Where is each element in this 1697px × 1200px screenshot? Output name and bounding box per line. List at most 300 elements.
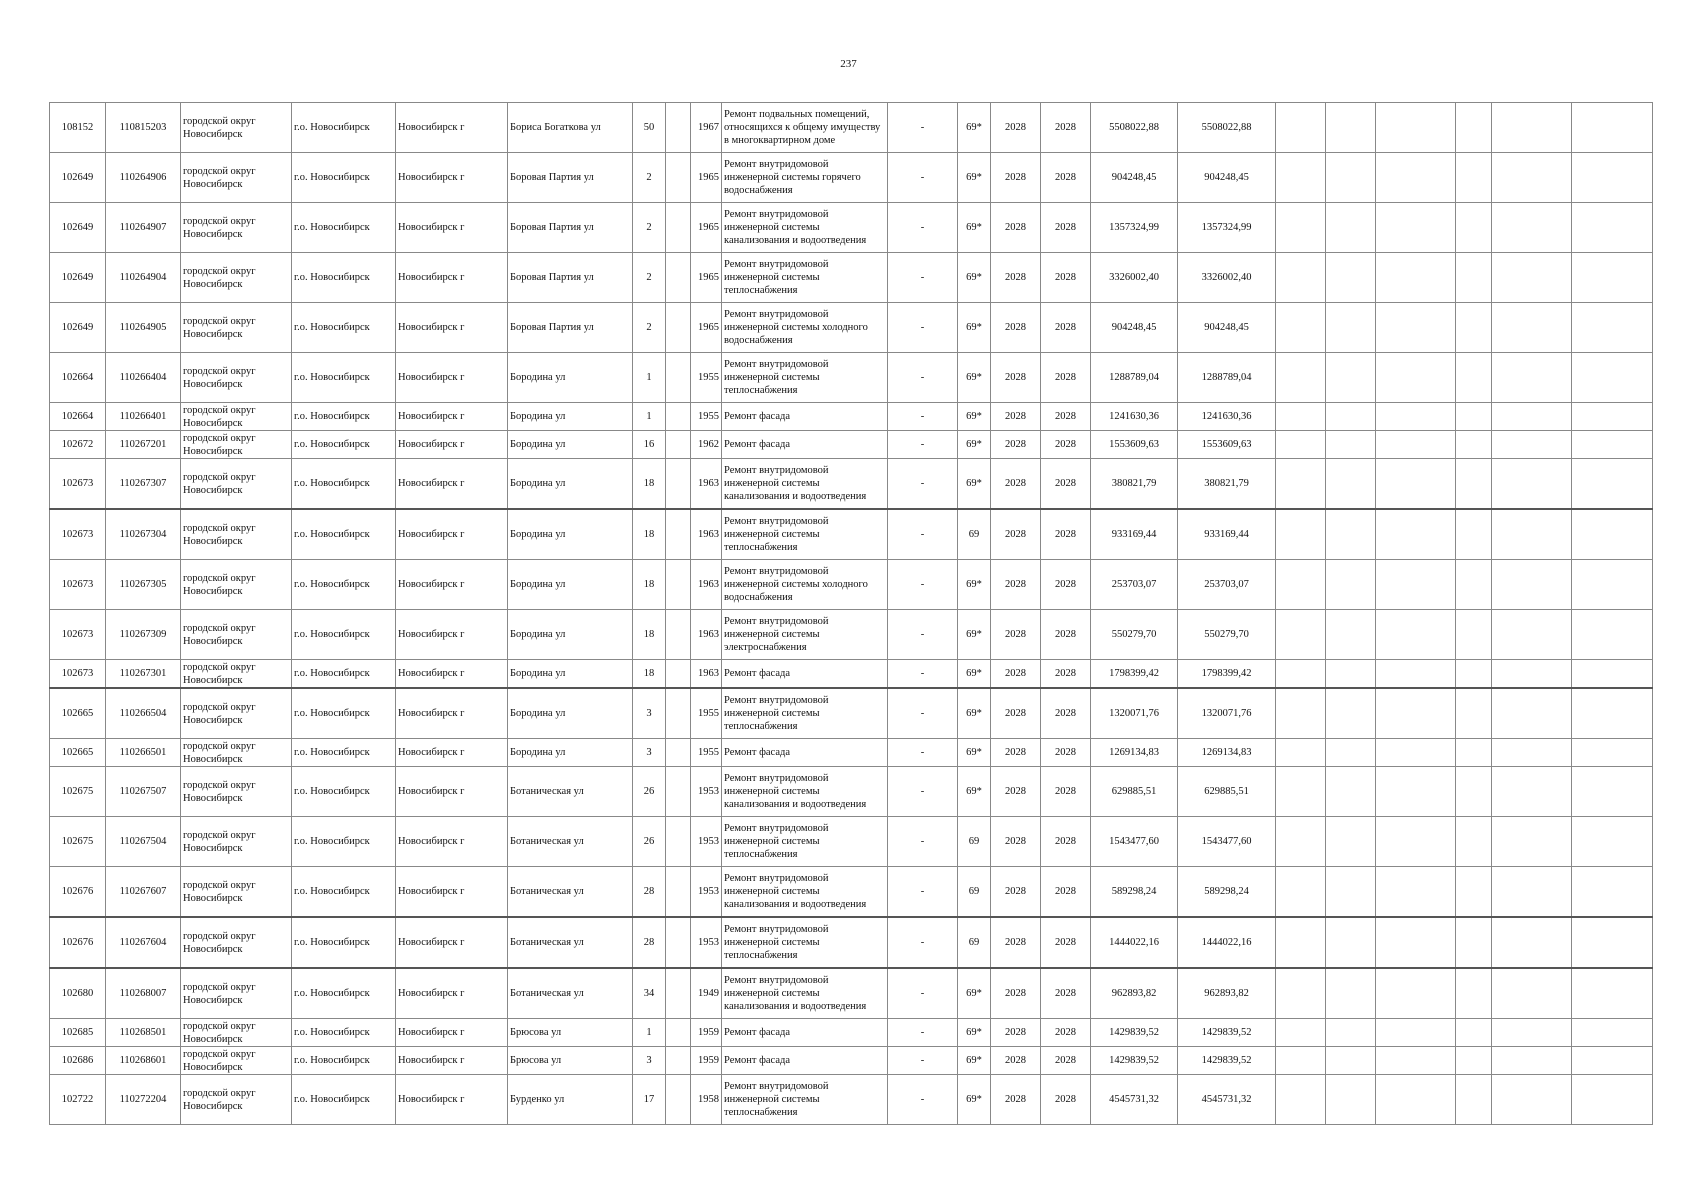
municipality-cell: г.о. Новосибирск xyxy=(292,660,396,689)
street-cell: Бурденко ул xyxy=(508,1075,633,1125)
empty-cell xyxy=(1276,610,1326,660)
construction-year-cell: 1967 xyxy=(691,103,722,153)
work-id-cell: 110264904 xyxy=(106,253,181,303)
empty-cell xyxy=(1456,509,1492,560)
building-cell xyxy=(666,560,691,610)
house-number-cell: 18 xyxy=(633,660,666,689)
table-row xyxy=(50,968,1653,1019)
plan-year-cell: 2028 xyxy=(991,103,1041,153)
total-cost-cell: 629885,51 xyxy=(1178,767,1276,817)
district-cell: городской округ Новосибирск xyxy=(181,153,292,203)
work-id-cell: 110264907 xyxy=(106,203,181,253)
fact-year-cell: 2028 xyxy=(1041,739,1091,767)
norm-cell: 69* xyxy=(958,403,991,431)
house-id-cell: 102664 xyxy=(50,353,106,403)
cost-cell: 1553609,63 xyxy=(1091,431,1178,459)
cost-cell: 5508022,88 xyxy=(1091,103,1178,153)
empty-mark-cell: - xyxy=(888,509,958,560)
empty-mark-cell: - xyxy=(888,817,958,867)
house-id-cell: 102672 xyxy=(50,431,106,459)
district-cell: городской округ Новосибирск xyxy=(181,1019,292,1047)
table-row xyxy=(50,203,1653,253)
street-cell: Ботаническая ул xyxy=(508,968,633,1019)
table-row xyxy=(50,688,1653,739)
cost-cell: 253703,07 xyxy=(1091,560,1178,610)
house-number-cell: 28 xyxy=(633,867,666,918)
work-id-cell: 110267307 xyxy=(106,459,181,510)
empty-cell xyxy=(1326,1047,1376,1075)
construction-year-cell: 1963 xyxy=(691,560,722,610)
house-id-cell: 102675 xyxy=(50,817,106,867)
empty-cell xyxy=(1326,610,1376,660)
municipality-cell: г.о. Новосибирск xyxy=(292,431,396,459)
work-type-cell: Ремонт внутридомовой инженерной системы теплоснабжения xyxy=(722,253,888,303)
empty-mark-cell: - xyxy=(888,917,958,968)
empty-cell xyxy=(1492,688,1572,739)
empty-mark-cell: - xyxy=(888,660,958,689)
house-number-cell: 2 xyxy=(633,153,666,203)
cost-cell: 629885,51 xyxy=(1091,767,1178,817)
empty-cell xyxy=(1492,203,1572,253)
table-row xyxy=(50,1047,1653,1075)
empty-cell xyxy=(1492,303,1572,353)
plan-year-cell: 2028 xyxy=(991,1019,1041,1047)
municipality-cell: г.о. Новосибирск xyxy=(292,353,396,403)
empty-cell xyxy=(1456,688,1492,739)
empty-cell xyxy=(1376,103,1456,153)
empty-cell xyxy=(1326,917,1376,968)
work-id-cell: 110267301 xyxy=(106,660,181,689)
street-cell: Бородина ул xyxy=(508,403,633,431)
empty-cell xyxy=(1492,459,1572,510)
table-body xyxy=(50,103,1653,1125)
house-number-cell: 3 xyxy=(633,1047,666,1075)
municipality-cell: г.о. Новосибирск xyxy=(292,153,396,203)
house-number-cell: 2 xyxy=(633,303,666,353)
municipality-cell: г.о. Новосибирск xyxy=(292,767,396,817)
total-cost-cell: 1357324,99 xyxy=(1178,203,1276,253)
norm-cell: 69 xyxy=(958,817,991,867)
empty-cell xyxy=(1456,103,1492,153)
city-cell: Новосибирск г xyxy=(396,660,508,689)
street-cell: Бородина ул xyxy=(508,739,633,767)
work-type-cell: Ремонт фасада xyxy=(722,1047,888,1075)
construction-year-cell: 1959 xyxy=(691,1019,722,1047)
empty-cell xyxy=(1572,817,1653,867)
norm-cell: 69* xyxy=(958,353,991,403)
building-cell xyxy=(666,917,691,968)
empty-cell xyxy=(1276,867,1326,918)
empty-cell xyxy=(1376,459,1456,510)
construction-year-cell: 1965 xyxy=(691,253,722,303)
empty-mark-cell: - xyxy=(888,1047,958,1075)
empty-cell xyxy=(1326,303,1376,353)
empty-cell xyxy=(1326,739,1376,767)
house-number-cell: 34 xyxy=(633,968,666,1019)
street-cell: Бородина ул xyxy=(508,688,633,739)
empty-cell xyxy=(1276,1047,1326,1075)
plan-year-cell: 2028 xyxy=(991,431,1041,459)
work-type-cell: Ремонт внутридомовой инженерной системы теплоснабжения xyxy=(722,353,888,403)
empty-mark-cell: - xyxy=(888,968,958,1019)
fact-year-cell: 2028 xyxy=(1041,688,1091,739)
norm-cell: 69 xyxy=(958,867,991,918)
empty-mark-cell: - xyxy=(888,353,958,403)
construction-year-cell: 1949 xyxy=(691,968,722,1019)
city-cell: Новосибирск г xyxy=(396,459,508,510)
district-cell: городской округ Новосибирск xyxy=(181,103,292,153)
plan-year-cell: 2028 xyxy=(991,459,1041,510)
empty-cell xyxy=(1376,1019,1456,1047)
work-type-cell: Ремонт внутридомовой инженерной системы теплоснабжения xyxy=(722,1075,888,1125)
cost-cell: 1444022,16 xyxy=(1091,917,1178,968)
city-cell: Новосибирск г xyxy=(396,353,508,403)
total-cost-cell: 1429839,52 xyxy=(1178,1047,1276,1075)
fact-year-cell: 2028 xyxy=(1041,203,1091,253)
street-cell: Брюсова ул xyxy=(508,1019,633,1047)
house-id-cell: 102665 xyxy=(50,688,106,739)
building-cell xyxy=(666,353,691,403)
building-cell xyxy=(666,253,691,303)
empty-cell xyxy=(1572,867,1653,918)
work-type-cell: Ремонт фасада xyxy=(722,403,888,431)
empty-mark-cell: - xyxy=(888,431,958,459)
building-cell xyxy=(666,968,691,1019)
work-type-cell: Ремонт внутридомовой инженерной системы канализования и водоотведения xyxy=(722,767,888,817)
work-id-cell: 110267504 xyxy=(106,817,181,867)
empty-cell xyxy=(1492,353,1572,403)
work-id-cell: 110268501 xyxy=(106,1019,181,1047)
fact-year-cell: 2028 xyxy=(1041,968,1091,1019)
empty-cell xyxy=(1456,660,1492,689)
table-row xyxy=(50,610,1653,660)
municipality-cell: г.о. Новосибирск xyxy=(292,459,396,510)
street-cell: Боровая Партия ул xyxy=(508,153,633,203)
cost-cell: 1429839,52 xyxy=(1091,1047,1178,1075)
work-type-cell: Ремонт фасада xyxy=(722,739,888,767)
street-cell: Бородина ул xyxy=(508,560,633,610)
work-id-cell: 110815203 xyxy=(106,103,181,153)
work-id-cell: 110267304 xyxy=(106,509,181,560)
district-cell: городской округ Новосибирск xyxy=(181,688,292,739)
fact-year-cell: 2028 xyxy=(1041,303,1091,353)
norm-cell: 69* xyxy=(958,610,991,660)
house-number-cell: 1 xyxy=(633,1019,666,1047)
empty-cell xyxy=(1456,867,1492,918)
work-id-cell: 110267604 xyxy=(106,917,181,968)
empty-cell xyxy=(1492,968,1572,1019)
work-type-cell: Ремонт внутридомовой инженерной системы теплоснабжения xyxy=(722,688,888,739)
work-id-cell: 110266504 xyxy=(106,688,181,739)
empty-cell xyxy=(1572,1075,1653,1125)
empty-cell xyxy=(1456,1019,1492,1047)
empty-cell xyxy=(1326,403,1376,431)
plan-year-cell: 2028 xyxy=(991,767,1041,817)
total-cost-cell: 933169,44 xyxy=(1178,509,1276,560)
municipality-cell: г.о. Новосибирск xyxy=(292,968,396,1019)
empty-cell xyxy=(1276,459,1326,510)
fact-year-cell: 2028 xyxy=(1041,431,1091,459)
empty-cell xyxy=(1376,917,1456,968)
empty-cell xyxy=(1572,560,1653,610)
plan-year-cell: 2028 xyxy=(991,1075,1041,1125)
empty-cell xyxy=(1456,253,1492,303)
empty-mark-cell: - xyxy=(888,153,958,203)
municipality-cell: г.о. Новосибирск xyxy=(292,1075,396,1125)
municipality-cell: г.о. Новосибирск xyxy=(292,403,396,431)
building-cell xyxy=(666,1075,691,1125)
construction-year-cell: 1959 xyxy=(691,1047,722,1075)
street-cell: Бородина ул xyxy=(508,459,633,510)
house-number-cell: 1 xyxy=(633,403,666,431)
building-cell xyxy=(666,688,691,739)
norm-cell: 69* xyxy=(958,303,991,353)
plan-year-cell: 2028 xyxy=(991,610,1041,660)
work-id-cell: 110267607 xyxy=(106,867,181,918)
plan-year-cell: 2028 xyxy=(991,817,1041,867)
page-number: 237 xyxy=(840,58,857,70)
cost-cell: 550279,70 xyxy=(1091,610,1178,660)
empty-cell xyxy=(1276,303,1326,353)
capital-repair-table xyxy=(49,102,1653,1125)
house-id-cell: 102649 xyxy=(50,153,106,203)
empty-cell xyxy=(1276,509,1326,560)
empty-mark-cell: - xyxy=(888,459,958,510)
empty-cell xyxy=(1572,688,1653,739)
district-cell: городской округ Новосибирск xyxy=(181,403,292,431)
building-cell xyxy=(666,459,691,510)
municipality-cell: г.о. Новосибирск xyxy=(292,253,396,303)
building-cell xyxy=(666,817,691,867)
empty-cell xyxy=(1326,660,1376,689)
fact-year-cell: 2028 xyxy=(1041,403,1091,431)
empty-cell xyxy=(1492,767,1572,817)
district-cell: городской округ Новосибирск xyxy=(181,1047,292,1075)
building-cell xyxy=(666,153,691,203)
empty-cell xyxy=(1326,867,1376,918)
building-cell xyxy=(666,203,691,253)
cost-cell: 904248,45 xyxy=(1091,303,1178,353)
empty-cell xyxy=(1276,688,1326,739)
empty-cell xyxy=(1492,103,1572,153)
district-cell: городской округ Новосибирск xyxy=(181,610,292,660)
construction-year-cell: 1953 xyxy=(691,817,722,867)
empty-cell xyxy=(1276,660,1326,689)
empty-cell xyxy=(1376,610,1456,660)
building-cell xyxy=(666,1019,691,1047)
construction-year-cell: 1955 xyxy=(691,739,722,767)
empty-cell xyxy=(1326,431,1376,459)
municipality-cell: г.о. Новосибирск xyxy=(292,509,396,560)
empty-cell xyxy=(1456,767,1492,817)
city-cell: Новосибирск г xyxy=(396,253,508,303)
city-cell: Новосибирск г xyxy=(396,1047,508,1075)
construction-year-cell: 1955 xyxy=(691,353,722,403)
fact-year-cell: 2028 xyxy=(1041,767,1091,817)
work-id-cell: 110267309 xyxy=(106,610,181,660)
plan-year-cell: 2028 xyxy=(991,203,1041,253)
city-cell: Новосибирск г xyxy=(396,767,508,817)
house-id-cell: 102673 xyxy=(50,660,106,689)
empty-cell xyxy=(1376,1075,1456,1125)
empty-mark-cell: - xyxy=(888,867,958,918)
table-row xyxy=(50,103,1653,153)
house-number-cell: 16 xyxy=(633,431,666,459)
empty-cell xyxy=(1572,459,1653,510)
work-type-cell: Ремонт внутридомовой инженерной системы канализования и водоотведения xyxy=(722,867,888,918)
fact-year-cell: 2028 xyxy=(1041,509,1091,560)
empty-cell xyxy=(1456,610,1492,660)
total-cost-cell: 904248,45 xyxy=(1178,153,1276,203)
empty-cell xyxy=(1456,917,1492,968)
empty-mark-cell: - xyxy=(888,253,958,303)
empty-cell xyxy=(1456,459,1492,510)
building-cell xyxy=(666,660,691,689)
empty-cell xyxy=(1456,403,1492,431)
plan-year-cell: 2028 xyxy=(991,688,1041,739)
total-cost-cell: 962893,82 xyxy=(1178,968,1276,1019)
street-cell: Боровая Партия ул xyxy=(508,303,633,353)
city-cell: Новосибирск г xyxy=(396,1075,508,1125)
plan-year-cell: 2028 xyxy=(991,917,1041,968)
building-cell xyxy=(666,303,691,353)
building-cell xyxy=(666,103,691,153)
construction-year-cell: 1965 xyxy=(691,203,722,253)
plan-year-cell: 2028 xyxy=(991,153,1041,203)
total-cost-cell: 380821,79 xyxy=(1178,459,1276,510)
empty-mark-cell: - xyxy=(888,767,958,817)
empty-cell xyxy=(1376,1047,1456,1075)
construction-year-cell: 1955 xyxy=(691,688,722,739)
empty-cell xyxy=(1376,253,1456,303)
district-cell: городской округ Новосибирск xyxy=(181,431,292,459)
empty-cell xyxy=(1572,153,1653,203)
empty-cell xyxy=(1376,153,1456,203)
district-cell: городской округ Новосибирск xyxy=(181,968,292,1019)
plan-year-cell: 2028 xyxy=(991,353,1041,403)
district-cell: городской округ Новосибирск xyxy=(181,353,292,403)
empty-cell xyxy=(1376,203,1456,253)
work-id-cell: 110267507 xyxy=(106,767,181,817)
empty-cell xyxy=(1572,1047,1653,1075)
house-number-cell: 3 xyxy=(633,688,666,739)
table-row xyxy=(50,560,1653,610)
city-cell: Новосибирск г xyxy=(396,560,508,610)
district-cell: городской округ Новосибирск xyxy=(181,253,292,303)
building-cell xyxy=(666,431,691,459)
city-cell: Новосибирск г xyxy=(396,103,508,153)
empty-cell xyxy=(1276,403,1326,431)
empty-cell xyxy=(1492,917,1572,968)
house-id-cell: 102676 xyxy=(50,917,106,968)
work-id-cell: 110266401 xyxy=(106,403,181,431)
norm-cell: 69* xyxy=(958,1047,991,1075)
empty-mark-cell: - xyxy=(888,1075,958,1125)
construction-year-cell: 1963 xyxy=(691,660,722,689)
work-type-cell: Ремонт внутридомовой инженерной системы канализования и водоотведения xyxy=(722,203,888,253)
house-id-cell: 108152 xyxy=(50,103,106,153)
empty-cell xyxy=(1276,968,1326,1019)
empty-cell xyxy=(1572,403,1653,431)
plan-year-cell: 2028 xyxy=(991,660,1041,689)
construction-year-cell: 1963 xyxy=(691,610,722,660)
norm-cell: 69* xyxy=(958,1075,991,1125)
cost-cell: 1357324,99 xyxy=(1091,203,1178,253)
cost-cell: 3326002,40 xyxy=(1091,253,1178,303)
empty-mark-cell: - xyxy=(888,739,958,767)
work-type-cell: Ремонт внутридомовой инженерной системы канализования и водоотведения xyxy=(722,459,888,510)
empty-cell xyxy=(1326,353,1376,403)
empty-cell xyxy=(1492,253,1572,303)
empty-cell xyxy=(1572,660,1653,689)
construction-year-cell: 1955 xyxy=(691,403,722,431)
work-id-cell: 110264905 xyxy=(106,303,181,353)
work-type-cell: Ремонт внутридомовой инженерной системы теплоснабжения xyxy=(722,917,888,968)
empty-cell xyxy=(1492,739,1572,767)
house-number-cell: 18 xyxy=(633,509,666,560)
municipality-cell: г.о. Новосибирск xyxy=(292,303,396,353)
street-cell: Бородина ул xyxy=(508,660,633,689)
construction-year-cell: 1962 xyxy=(691,431,722,459)
empty-cell xyxy=(1376,660,1456,689)
empty-cell xyxy=(1492,1075,1572,1125)
house-number-cell: 18 xyxy=(633,610,666,660)
work-id-cell: 110272204 xyxy=(106,1075,181,1125)
house-id-cell: 102665 xyxy=(50,739,106,767)
house-number-cell: 50 xyxy=(633,103,666,153)
total-cost-cell: 1798399,42 xyxy=(1178,660,1276,689)
house-number-cell: 2 xyxy=(633,203,666,253)
city-cell: Новосибирск г xyxy=(396,817,508,867)
empty-cell xyxy=(1376,968,1456,1019)
empty-cell xyxy=(1326,103,1376,153)
cost-cell: 1241630,36 xyxy=(1091,403,1178,431)
district-cell: городской округ Новосибирск xyxy=(181,459,292,510)
empty-mark-cell: - xyxy=(888,403,958,431)
street-cell: Ботаническая ул xyxy=(508,817,633,867)
table-row xyxy=(50,767,1653,817)
cost-cell: 904248,45 xyxy=(1091,153,1178,203)
building-cell xyxy=(666,509,691,560)
municipality-cell: г.о. Новосибирск xyxy=(292,739,396,767)
city-cell: Новосибирск г xyxy=(396,867,508,918)
total-cost-cell: 5508022,88 xyxy=(1178,103,1276,153)
house-id-cell: 102664 xyxy=(50,403,106,431)
norm-cell: 69* xyxy=(958,968,991,1019)
municipality-cell: г.о. Новосибирск xyxy=(292,203,396,253)
construction-year-cell: 1958 xyxy=(691,1075,722,1125)
empty-cell xyxy=(1276,817,1326,867)
empty-cell xyxy=(1376,403,1456,431)
house-number-cell: 18 xyxy=(633,560,666,610)
empty-cell xyxy=(1572,610,1653,660)
table-row xyxy=(50,353,1653,403)
table-row xyxy=(50,253,1653,303)
empty-cell xyxy=(1376,817,1456,867)
city-cell: Новосибирск г xyxy=(396,509,508,560)
house-id-cell: 102673 xyxy=(50,610,106,660)
cost-cell: 1543477,60 xyxy=(1091,817,1178,867)
empty-cell xyxy=(1456,817,1492,867)
work-id-cell: 110267305 xyxy=(106,560,181,610)
fact-year-cell: 2028 xyxy=(1041,610,1091,660)
empty-cell xyxy=(1456,560,1492,610)
district-cell: городской округ Новосибирск xyxy=(181,767,292,817)
empty-cell xyxy=(1276,739,1326,767)
plan-year-cell: 2028 xyxy=(991,253,1041,303)
plan-year-cell: 2028 xyxy=(991,303,1041,353)
total-cost-cell: 589298,24 xyxy=(1178,867,1276,918)
